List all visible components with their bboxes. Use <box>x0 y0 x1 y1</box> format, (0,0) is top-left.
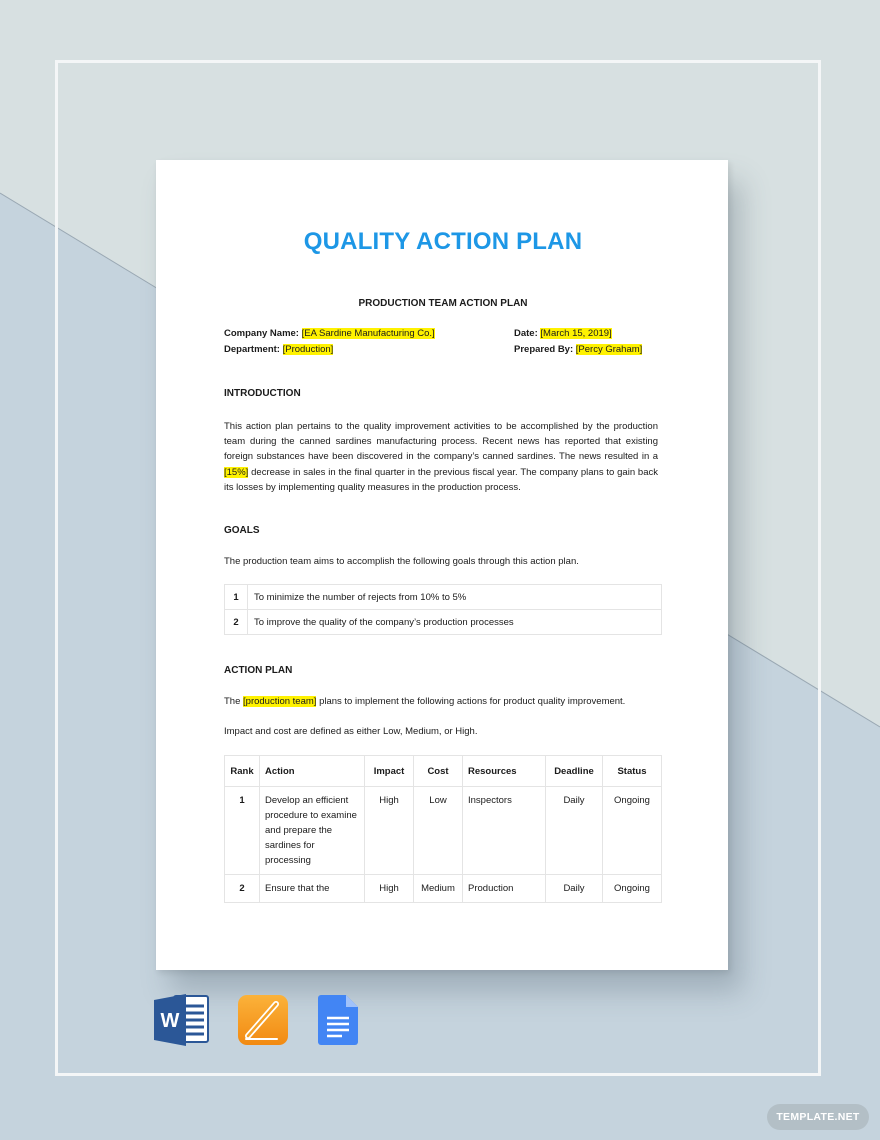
date-value: [March 15, 2019] <box>540 328 612 339</box>
table-row <box>225 610 662 635</box>
column-header-action: Action <box>260 756 365 787</box>
prepared-by-value: [Percy Graham] <box>575 344 643 355</box>
cell-action: Ensure that the <box>260 875 365 903</box>
introduction-heading: INTRODUCTION <box>224 388 301 399</box>
column-header-deadline: Deadline <box>546 756 603 787</box>
microsoft-word-icon[interactable] <box>154 994 210 1046</box>
department-value: [Production] <box>282 344 334 355</box>
cell-rank: 1 <box>225 787 260 875</box>
department-label: Department: <box>224 344 280 355</box>
template-net-badge[interactable]: TEMPLATE.NET <box>767 1104 869 1130</box>
google-docs-icon[interactable] <box>318 994 360 1046</box>
document-subtitle: PRODUCTION TEAM ACTION PLAN <box>358 298 528 309</box>
table-header-row <box>225 756 662 787</box>
introduction-text-start: This action plan pertains to the quality improvement activities to be accomplished by the production team during the canned sardines manufacturing process. Recent news has reported that existing foreign substances have been discovered in the company’s canned sardines. The news resulted in a <box>224 421 658 463</box>
column-header-resources: Resources <box>463 756 546 787</box>
cell-status: Ongoing <box>603 875 662 903</box>
apple-pages-icon[interactable] <box>237 994 289 1046</box>
goal-number: 2 <box>225 610 248 635</box>
action-plan-intro <box>224 694 658 709</box>
goal-text: To improve the quality of the company’s production processes <box>248 610 662 635</box>
goal-text: To minimize the number of rejects from 10% to 5% <box>248 585 662 610</box>
table-row <box>225 787 662 875</box>
prepared-by-row <box>514 342 642 358</box>
company-name-row <box>224 326 435 342</box>
action-plan-text-start: The <box>224 696 241 707</box>
goals-table <box>224 584 662 635</box>
action-plan-text-end: plans to implement the following actions for product quality improvement. <box>319 696 626 707</box>
goals-intro: The production team aims to accomplish the following goals through this action plan. <box>224 556 579 567</box>
column-header-status: Status <box>603 756 662 787</box>
impact-cost-note: Impact and cost are defined as either Low, Medium, or High. <box>224 726 478 737</box>
company-name-label: Company Name: <box>224 328 299 339</box>
introduction-highlight: [15%] <box>224 466 249 478</box>
date-row <box>514 326 642 342</box>
cell-resources: Inspectors <box>463 787 546 875</box>
cell-deadline: Daily <box>546 875 603 903</box>
action-plan-heading: ACTION PLAN <box>224 665 293 676</box>
document-page <box>156 160 728 970</box>
company-name-value: [EA Sardine Manufacturing Co.] <box>301 328 435 339</box>
word-letter: W <box>160 1010 180 1032</box>
prepared-by-label: Prepared By: <box>514 344 574 355</box>
cell-deadline: Daily <box>546 787 603 875</box>
table-row <box>225 875 662 903</box>
action-plan-highlight: [production team] <box>243 696 317 707</box>
meta-left <box>224 326 435 358</box>
cell-cost: Low <box>414 787 463 875</box>
department-row <box>224 342 435 358</box>
cell-impact: High <box>365 875 414 903</box>
column-header-cost: Cost <box>414 756 463 787</box>
cell-rank: 2 <box>225 875 260 903</box>
introduction-text-end: decrease in sales in the final quarter in the previous fiscal year. The company plans to gain back its losses by implementing quality measures in the production process. <box>224 466 659 493</box>
action-plan-table <box>224 755 662 903</box>
goals-heading: GOALS <box>224 525 260 536</box>
date-label: Date: <box>514 328 538 339</box>
cell-action: Develop an efficient procedure to examine and prepare the sardines for processing <box>260 787 365 875</box>
goal-number: 1 <box>225 585 248 610</box>
column-header-rank: Rank <box>225 756 260 787</box>
table-row <box>225 585 662 610</box>
cell-impact: High <box>365 787 414 875</box>
introduction-paragraph <box>224 419 658 495</box>
cell-cost: Medium <box>414 875 463 903</box>
column-header-impact: Impact <box>365 756 414 787</box>
meta-right <box>514 326 642 358</box>
cell-status: Ongoing <box>603 787 662 875</box>
document-title: QUALITY ACTION PLAN <box>303 228 583 255</box>
cell-resources: Production <box>463 875 546 903</box>
